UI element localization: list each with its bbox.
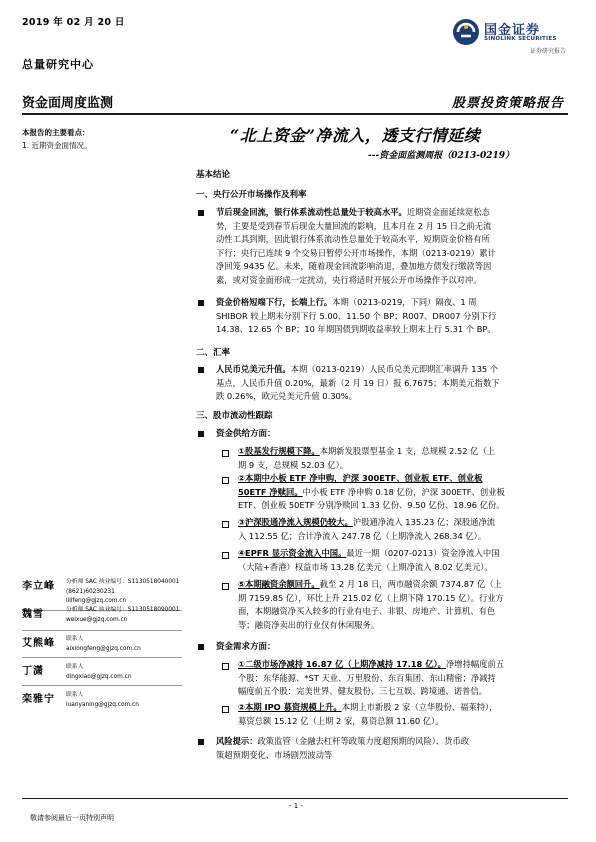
analyst-info-line: 联系人 — [66, 636, 84, 642]
para-line: 基点，人民币升值 0.20%，最新（2 月 19 日）报 6.7675；本期美元指数下 — [216, 377, 500, 388]
risk-bold: 风险提示： — [216, 736, 258, 746]
supply-item-4 — [238, 547, 574, 574]
demand-heading: 资金需求方面： — [216, 642, 276, 652]
supply-item-5 — [238, 578, 574, 632]
item-line: 期 9 支，总规模 52.03 亿）。 — [238, 459, 349, 470]
analyst-info-line: 分析师 SAC 执业编号：S1130518040001 — [66, 579, 180, 585]
logo-en-text: SINOLINK SECURITIES — [484, 36, 557, 42]
bullet-open-icon — [222, 552, 229, 559]
para-line: 动性工具到期，因此银行体系流动性总量处于较高水平，短期资金价格有所 — [216, 234, 490, 245]
bullet-square-icon — [198, 367, 204, 373]
para-line: 下行；央行已连续 9 个交易日暂停公开市场操作，本期（0213-0219）累计 — [216, 247, 496, 258]
bullet-square-icon — [198, 431, 204, 437]
item-line: 最近一期（0207-0213）资金净流入中国 — [346, 548, 500, 558]
para-line: 素，或对资金面形成一定扰动，央行将适时开展公开市场操作予以对冲。 — [216, 274, 482, 285]
report-subtitle: ---资金面监测周报（0213-0219） — [368, 151, 515, 161]
analyst-info-line: dingxiao@gjzq.com.cn — [66, 673, 132, 680]
analyst-info-line: 分析师 SAC 执业编号：S1130518090001 — [66, 607, 180, 613]
bullet-open-icon — [222, 583, 229, 590]
bullet-square-icon — [198, 210, 204, 216]
analyst-info-line: lilifeng@gjzq.com.cn — [66, 598, 127, 604]
item-line: 本期新发股票型基金 1 支，总规模 2.52 亿（上 — [319, 446, 496, 456]
item-line: 截至 2 月 18 日，两市融资余额 7374.87 亿（上 — [319, 579, 502, 589]
supply-item-3 — [238, 516, 574, 543]
section-1-heading: 一、央行公开市场操作及利率 — [196, 190, 307, 200]
bullet-open-icon — [222, 663, 229, 670]
supply-item-1 — [238, 445, 574, 472]
item-line: 个股：东华能源、*ST 天业、万里股份、东百集团、东山精密；净减持 — [238, 672, 496, 683]
para-line: 本期（0213-0219）人民币兑美元即期汇率调升 135 个 — [290, 364, 499, 374]
para-line: 跌 0.26%，欧元兑美元升值 0.30%。 — [216, 391, 357, 402]
analyst-divider — [22, 657, 182, 658]
report-date: 2019 年 02 月 20 日 — [22, 17, 125, 28]
item-bold: ②本期 IPO 募资规模上升。 — [238, 702, 342, 712]
risk-line: 策超预期变化、市场剧烈波动等 — [216, 749, 333, 760]
item-line: 本期上市新股 2 家（立华股份、福莱特）， — [341, 702, 498, 712]
bullet-open-icon — [222, 477, 229, 484]
analyst-info — [66, 663, 132, 682]
analyst-name: 魏雪 — [22, 609, 44, 620]
item-bold: ③沪深股通净流入规模仍较大。 — [238, 517, 353, 527]
logo-subtitle: 证券研究报告 — [529, 48, 566, 55]
supply-item-2 — [238, 472, 574, 513]
supply-heading: 资金供给方面： — [216, 429, 276, 439]
item-bold: ①股基发行规模下降。 — [238, 446, 320, 456]
demand-item-2 — [238, 701, 574, 728]
sidebar-title: 本报告的主要看点： — [22, 128, 90, 137]
para-line: 净回笼 9435 亿。未来，随着现金回流影响消退，叠加地方债发行缴款等因 — [216, 261, 492, 272]
item-line: 幅度前五个股：完美世界、健友股份、三七互娱、跨境通、诺普信。 — [238, 686, 487, 697]
item-line: （大陆+香港）权益市场 13.28 亿美元（上期净流入 8.02 亿美元）。 — [238, 561, 493, 572]
bullet-square-icon — [198, 739, 204, 745]
analyst-info — [66, 606, 179, 625]
risk-line: 政策监管（金融去杠杆等政策力度超预期的风险）、货币政 — [257, 736, 470, 746]
analyst-info — [66, 635, 141, 654]
bullet-open-icon — [222, 450, 229, 457]
disclaimer-note: 敬请参阅最后一页特别声明 — [30, 814, 114, 822]
item-line: 面，本期融资净买入较多的行业有电子、非银、房地产、计算机、有色 — [238, 606, 496, 617]
header-divider — [22, 113, 568, 115]
bullet-square-icon — [198, 300, 204, 306]
analyst-name: 李立峰 — [22, 581, 55, 592]
report-title: “北上资金”净流入，透支行情延续 — [230, 126, 481, 145]
analyst-divider — [22, 630, 182, 631]
analyst-name: 丁潇 — [22, 666, 44, 677]
analyst-info-line: luanyaning@gjzq.com.cn — [66, 701, 139, 708]
section-2-heading: 二、汇率 — [196, 348, 231, 358]
item-line: 净增持幅度前五 — [445, 659, 505, 669]
analyst-info-line: weixue@gjzq.com.cn — [66, 616, 128, 623]
report-series-title: 资金面周度监测 — [22, 96, 114, 111]
sidebar-item: 1. 近期资金面情况。 — [22, 141, 92, 150]
item-bold: ⑤本期融资余额回升。 — [238, 579, 320, 589]
section-3-heading: 三、股市流动性跟踪 — [196, 411, 273, 421]
item-bold: ④EPFR 显示资金流入中国。 — [238, 548, 347, 558]
para-bold: 节后现金回流，银行体系流动性总量处于较高水平。 — [216, 207, 407, 217]
logo-cn-text: 国金证券 — [484, 23, 541, 38]
item-bold: ①二级市场净减持 16.87 亿（上期净减持 17.18 亿）。 — [238, 659, 446, 669]
bullet-square-icon — [198, 644, 204, 650]
para-bold: 资金价格短端下行，长端上行。 — [216, 297, 333, 307]
research-center: 总量研究中心 — [22, 58, 94, 71]
bullet-open-icon — [222, 706, 229, 713]
analyst-info-line: (8621)60230231 — [66, 588, 115, 595]
analyst-info — [66, 691, 139, 710]
section-basic-conclusion: 基本结论 — [196, 170, 231, 180]
para-line: 势，主要是受到春节后现金大量回流的影响，且本月在 2 月 15 日之前无流 — [216, 220, 492, 231]
analyst-info-line: aixiongfeng@gjzq.com.cn — [66, 645, 141, 652]
analyst-info — [66, 578, 179, 607]
item-line: ETF、创业板 50ETF 分别净赎回 1.33 亿份、9.50 亿份、18.96 亿份。 — [238, 500, 505, 511]
risk-warning — [216, 735, 574, 762]
bullet-open-icon — [222, 521, 229, 528]
item-bold: ②本期中小板 ETF 净申购，沪深 300ETF、创业板 ETF、创业板 — [238, 473, 483, 483]
item-line: 中小板 ETF 净申购 0.18 亿份，沪深 300ETF、创业板 — [302, 486, 505, 497]
para-line: 近期资金面延续宽松态 — [406, 207, 490, 217]
paragraph-fx — [216, 363, 576, 404]
analyst-info-line: 联系人 — [66, 692, 84, 698]
para-line: SHIBOR 较上期末分别下行 5.00、11.50 个 BP；R007、DR007 分别下行 — [216, 310, 497, 321]
item-bold: 50ETF 净赎回。 — [238, 486, 303, 497]
paragraph-liquidity — [216, 206, 576, 288]
para-line: 本期（0213-0219，下同）隔夜、1 周 — [332, 297, 477, 307]
demand-item-1 — [238, 658, 574, 699]
report-type-title: 股票投资策略报告 — [451, 96, 564, 111]
analyst-name: 栾雅宁 — [22, 694, 55, 705]
logo-mark-icon — [452, 18, 480, 46]
para-line: 14.38、12.65 个 BP；10 年期国债到期收益率较上期末上行 5.31 个 BP。 — [216, 324, 496, 335]
analyst-name: 艾熊峰 — [22, 638, 55, 649]
item-line: 期 7159.85 亿），环比上升 215.02 亿（上期下降 170.15 亿）。行业方 — [238, 592, 504, 603]
analyst-info-line: 联系人 — [66, 664, 84, 670]
item-line: 沪股通净流入 135.23 亿；深股通净流 — [352, 517, 496, 527]
item-line: 募资总额 15.12 亿（上期 2 家，募资总额 11.60 亿）。 — [238, 715, 444, 726]
item-line: 等；融资净卖出的行业仅有休闲服务。 — [238, 619, 380, 630]
footer-divider — [22, 798, 568, 799]
analyst-divider — [22, 685, 182, 686]
item-line: 入 112.55 亿；合计净流入 247.78 亿（上期净流入 268.34 亿）。 — [238, 530, 487, 541]
para-bold: 人民币兑美元升值。 — [216, 364, 291, 374]
page-number: - 1 - — [289, 802, 303, 810]
paragraph-rates — [216, 296, 576, 337]
